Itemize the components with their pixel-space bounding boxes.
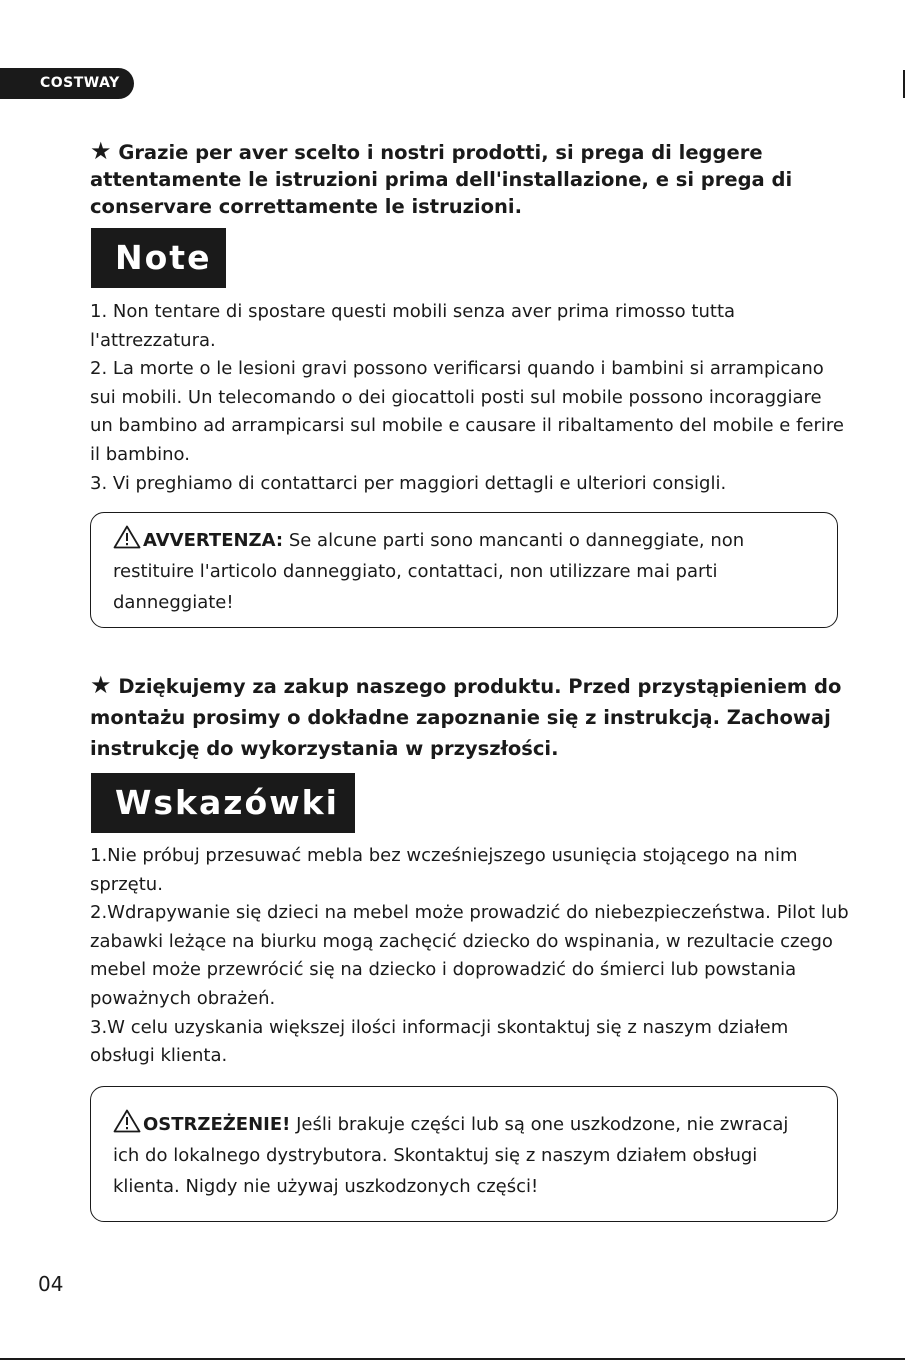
warning-label: OSTRZEŻENIE! [143, 1114, 291, 1135]
warning-text: Se alcune parti sono mancanti o danneggiate, non restituire l'articolo danneggiato, contattaci, non utilizzare mai parti danneggiate! [113, 530, 745, 613]
list-item: 1.Nie próbuj przesuwać mebla bez wcześniejszego usunięcia stojącego na nim sprzętu. [90, 845, 798, 895]
list-item: 3.W celu uzyskania większej ilości informacji skontaktuj się z naszym działem obsługi klienta. [90, 1016, 789, 1067]
section-heading-wskazowki: Wskazówki [91, 773, 355, 833]
instructions-italian [90, 298, 850, 498]
instructions-polish [90, 842, 850, 1071]
list-item: 1. Non tentare di spostare questi mobili senza aver prima rimosso tutta l'attrezzatura. [90, 301, 736, 351]
warning-triangle-icon [113, 1109, 141, 1133]
warning-label: AVVERTENZA: [143, 530, 284, 551]
warning-box-polish [90, 1086, 838, 1222]
list-item: 3. Vi preghiamo di contattarci per maggiori dettagli e ulteriori consigli. [90, 472, 727, 494]
warning-triangle-icon [113, 525, 141, 549]
section-heading-note: Note [91, 228, 226, 288]
intro-text-polish: Dziękujemy za zakup naszego produktu. Przed przystąpieniem do montażu prosimy o dokładne zapoznanie się z instrukcją. Zachowaj instrukcję do wykorzystania w przyszłości. [90, 675, 842, 760]
star-icon: ★ [90, 671, 112, 699]
warning-box-italian [90, 512, 838, 628]
list-item: 2. La morte o le lesioni gravi possono verificarsi quando i bambini si arrampicano sui mobili. Un telecomando o dei giocattoli posti sul mobile possono incoraggiare un bambino ad arrampicarsi sul mobile e causare il ribaltamento del mobile e ferire il bambino. [90, 358, 844, 465]
brand-logo: COSTWAY [0, 68, 134, 99]
bottom-divider [0, 1358, 905, 1360]
star-icon: ★ [90, 137, 112, 165]
intro-italian [90, 138, 840, 220]
list-item: 2.Wdrapywanie się dzieci na mebel może prowadzić do niebezpieczeństwa. Pilot lub zabawki leżące na biurku mogą zachęcić dziecko do wspinania, w rezultacie czego mebel może przewrócić się na dziecko i doprowadzić do śmierci lub powstania poważnych obrażeń. [90, 902, 849, 1009]
warning-text: Jeśli brakuje części lub są one uszkodzone, nie zwracaj ich do lokalnego dystrybutora. Skontaktuj się z naszym działem obsługi klienta. Nigdy nie używaj uszkodzonych części! [113, 1114, 789, 1197]
intro-text-italian: Grazie per aver scelto i nostri prodotti, si prega di leggere attentamente le istruzioni prima dell'installazione, e si prega di conservare correttamente le istruzioni. [90, 141, 793, 218]
page-number: 04 [38, 1272, 64, 1296]
intro-polish [90, 670, 850, 764]
